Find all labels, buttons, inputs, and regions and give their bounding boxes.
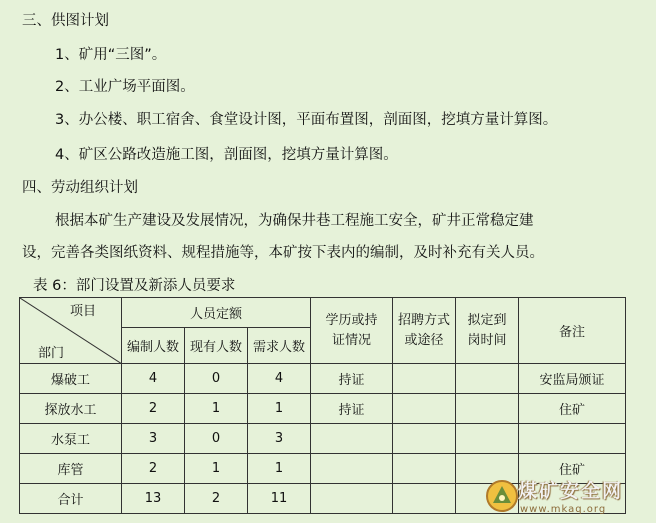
table-row: 爆破工 4 0 4 持证 安监局颁证 xyxy=(20,364,626,394)
paragraph-line: 根据本矿生产建设及发展情况，为确保井巷工程施工安全，矿井正常稳定建 xyxy=(55,213,534,229)
header-staff-quota: 人员定额 xyxy=(122,298,311,328)
paragraph-line: 设，完善各类图纸资料、规程措施等，本矿按下表内的编制，及时补充有关人员。 xyxy=(22,245,544,261)
corner-label-dept: 部门 xyxy=(38,346,65,361)
header-current: 现有人数 xyxy=(185,328,248,364)
lamp-emblem-icon xyxy=(484,476,520,516)
table-row: 探放水工 2 1 1 持证 住矿 xyxy=(20,394,626,424)
header-planned: 编制人数 xyxy=(122,328,185,364)
table-caption: 表 6：部门设置及新添人员要求 xyxy=(33,278,236,294)
watermark-url: www.mkaq.org xyxy=(520,504,607,515)
watermark-brand: 煤矿安全网 xyxy=(518,480,624,502)
header-notes: 备注 xyxy=(519,298,626,364)
header-corner-cell xyxy=(20,298,122,364)
header-education: 学历或持 证情况 xyxy=(311,298,393,364)
header-needed: 需求人数 xyxy=(248,328,311,364)
table-row: 库管 2 1 1 住矿 xyxy=(20,454,626,484)
corner-label-item: 项目 xyxy=(70,304,97,319)
header-recruitment: 招聘方式 或途径 xyxy=(393,298,456,364)
list-item: 1、矿用“三图”。 xyxy=(55,47,167,63)
section-heading-labor: 四、劳动组织计划 xyxy=(22,180,138,196)
table-row: 水泵工 3 0 3 xyxy=(20,424,626,454)
section-heading-drawings: 三、供图计划 xyxy=(22,13,109,29)
list-item: 3、办公楼、职工宿舍、食堂设计图，平面布置图，剖面图，挖填方量计算图。 xyxy=(55,112,558,128)
header-start-date: 拟定到 岗时间 xyxy=(456,298,519,364)
list-item: 4、矿区公路改造施工图，剖面图，挖填方量计算图。 xyxy=(55,147,398,163)
list-item: 2、工业广场平面图。 xyxy=(55,79,195,95)
site-watermark-logo xyxy=(484,474,650,520)
table-row-total: 合计 13 2 11 xyxy=(20,484,626,514)
